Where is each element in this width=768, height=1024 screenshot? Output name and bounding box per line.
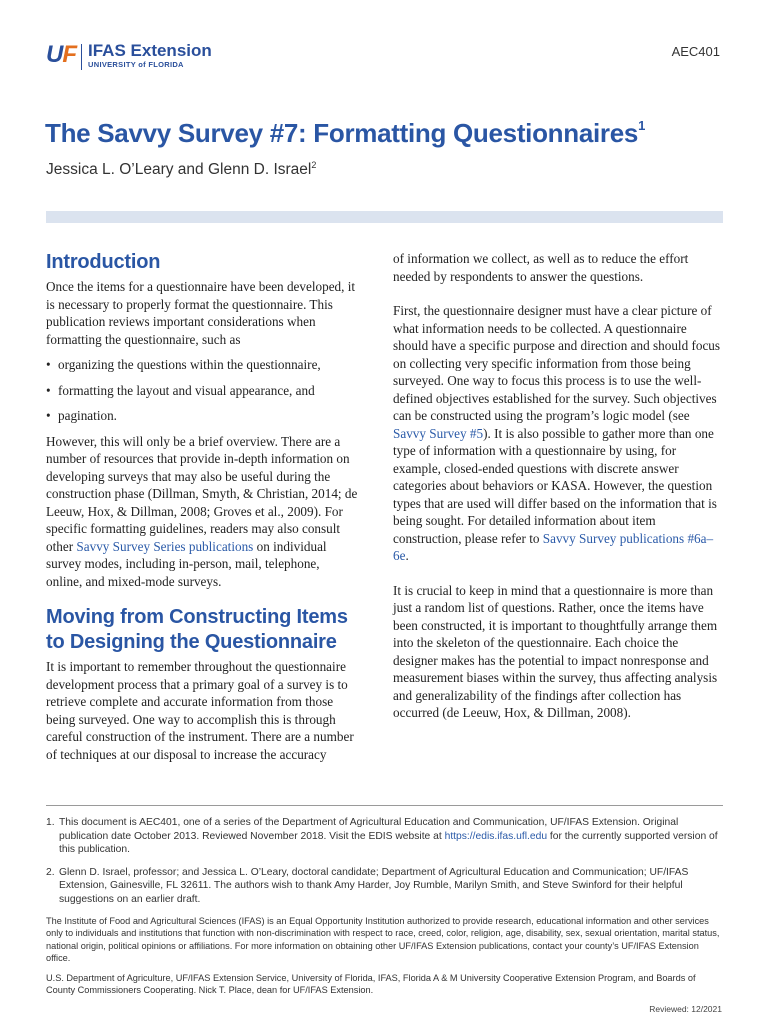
footnote-text: Glenn D. Israel, professor; and Jessica L. O’Leary, doctoral candidate; Department of Agricultural Education and Communication; UF/IFAS Extension, Gainesville, FL 32611. The authors wish to thank Amy Harder, Joy Rumble, Marilyn Smith, and Steve Swinford for their helpful suggestions on an earlier draft. (59, 866, 689, 905)
footnote-2 (46, 866, 723, 907)
page-title (45, 118, 645, 149)
logo-org-name: IFAS Extension (88, 41, 212, 60)
right-column (393, 250, 723, 739)
list-item: • pagination. (46, 407, 358, 425)
usda-cooperation-statement: U.S. Department of Agriculture, UF/IFAS Extension Service, University of Florida, IFAS, Florida A & M University Cooperative Extension Program, and Boards of County Commissioners Cooperating. Nick T. Place, dean for UF/IFAS Extension. (46, 972, 696, 996)
reviewed-date: Reviewed: 12/2021 (649, 1004, 722, 1014)
list-item: • organizing the questions within the questionnaire, (46, 356, 358, 374)
authors-footnote-mark: 2 (311, 160, 317, 170)
heading-introduction: Introduction (46, 251, 161, 273)
uf-ifas-logo (46, 42, 212, 72)
heading-moving-from-constructing-items: Moving from Constructing Items to Designing the Questionnaire (46, 606, 348, 653)
edis-website-link[interactable]: https://edis.ifas.ufl.edu (444, 830, 548, 842)
authors-line (46, 160, 316, 179)
left-column (46, 250, 358, 771)
list-item: • formatting the layout and visual appearance, and (46, 382, 358, 400)
intro-paragraph-1: Once the items for a questionnaire have been developed, it is necessary to properly format the questionnaire. This publication reviews important considerations when formatting the questionnaire, such as (46, 279, 356, 347)
authors-text: Jessica L. O’Leary and Glenn D. Israel (46, 161, 312, 178)
designer-paragraph: First, the questionnaire designer must have a clear picture of what information needs to be collected. A questionnaire should have a specific purpose and direction and should focus on collecting very specific information from those being surveyed. One way to focus this process is to use the well-defined objectives established for the survey. Such objectives can be constructed using the program’s logic model (see Savvy Survey #5). It is also possible to gather more than one type of information with a questionnaire by using, for example, closed-ended questions with discrete answer categories about behaviors or KASA. However, the question types that are used will differ based on the information that is being sought. For detailed information about item construction, please refer to Savvy Survey publications #6a–6e. (393, 303, 721, 563)
considerations-list (46, 356, 358, 425)
title-footnote-mark: 1 (638, 118, 645, 133)
footnotes (46, 805, 723, 1003)
equal-opportunity-statement: The Institute of Food and Agricultural Sciences (IFAS) is an Equal Opportunity Institution authorized to provide research, educational information and other services only to individuals and institutions that function with non-discrimination with respect to race, creed, color, religion, age, disability, sex, sexual orientation, marital status, national origin, political opinions or affiliations. For more information on obtaining other UF/IFAS Extension publications, contact your county’s UF/IFAS Extension office. (46, 916, 720, 964)
logo-divider (81, 44, 82, 70)
footnote-number: 1. (46, 817, 55, 828)
footnote-number: 2. (46, 866, 55, 878)
savvy-survey-series-link[interactable]: Savvy Survey Series publications (76, 538, 254, 554)
skeleton-paragraph: It is crucial to keep in mind that a questionnaire is more than just a random list of questions. Rather, once the items have been constructed, it is important to thoughtfully arrange them into the skeleton of the questionnaire. Each choice the designer makes has the potential to impact nonresponse and measurement biases within the survey, thus affecting analysis and generalizability of the findings after collection has occurred (de Leeuw, Hox, & Dillman, 2008). (393, 582, 718, 720)
logo-university: UNIVERSITY of FLORIDA (88, 60, 184, 69)
savvy-survey-5-link[interactable]: Savvy Survey #5 (393, 425, 484, 441)
document-code: AEC401 (671, 44, 720, 59)
uf-monogram: UF (46, 41, 77, 68)
savvy-survey-6a-6e-link[interactable]: Savvy Survey publications #6a–6e (393, 530, 714, 563)
title-divider-band (46, 211, 723, 223)
moving-paragraph-1: It is important to remember throughout the questionnaire development process that a primary goal of a survey is to retrieve complete and accurate information from those being surveyed. One way to accomplish this is through careful construction of the instrument. There are a number of techniques at our disposal to increase the accuracy (46, 659, 354, 762)
footnote-1 (46, 816, 723, 857)
footnote-text: This document is AEC401, one of a series of the Department of Agricultural Education and Communication, UF/IFAS Extension. Original publication date October 2013. Reviewed November 2018. Visit the EDIS website at https://edis.ifas.ufl.edu for the currently supported version of this publication. (59, 817, 718, 855)
intro-paragraph-2: However, this will only be a brief overview. There are a number of resources that provide in-depth information on developing surveys that may also be useful during the construction phase (Dillman, Smyth, & Christian, 2014; de Leeuw, Hox, & Dillman, 2008; Groves et al., 2009). For specific formatting guidelines, readers may also consult other Savvy Survey Series publications on individual survey modes, including in-person, mail, telephone, online, and mixed-mode surveys. (46, 433, 358, 589)
continued-paragraph: of information we collect, as well as to reduce the effort needed by respondents to answer the questions. (393, 251, 689, 284)
title-text: The Savvy Survey #7: Formatting Questionnaires (45, 118, 639, 148)
logo-wordmark (88, 42, 212, 69)
